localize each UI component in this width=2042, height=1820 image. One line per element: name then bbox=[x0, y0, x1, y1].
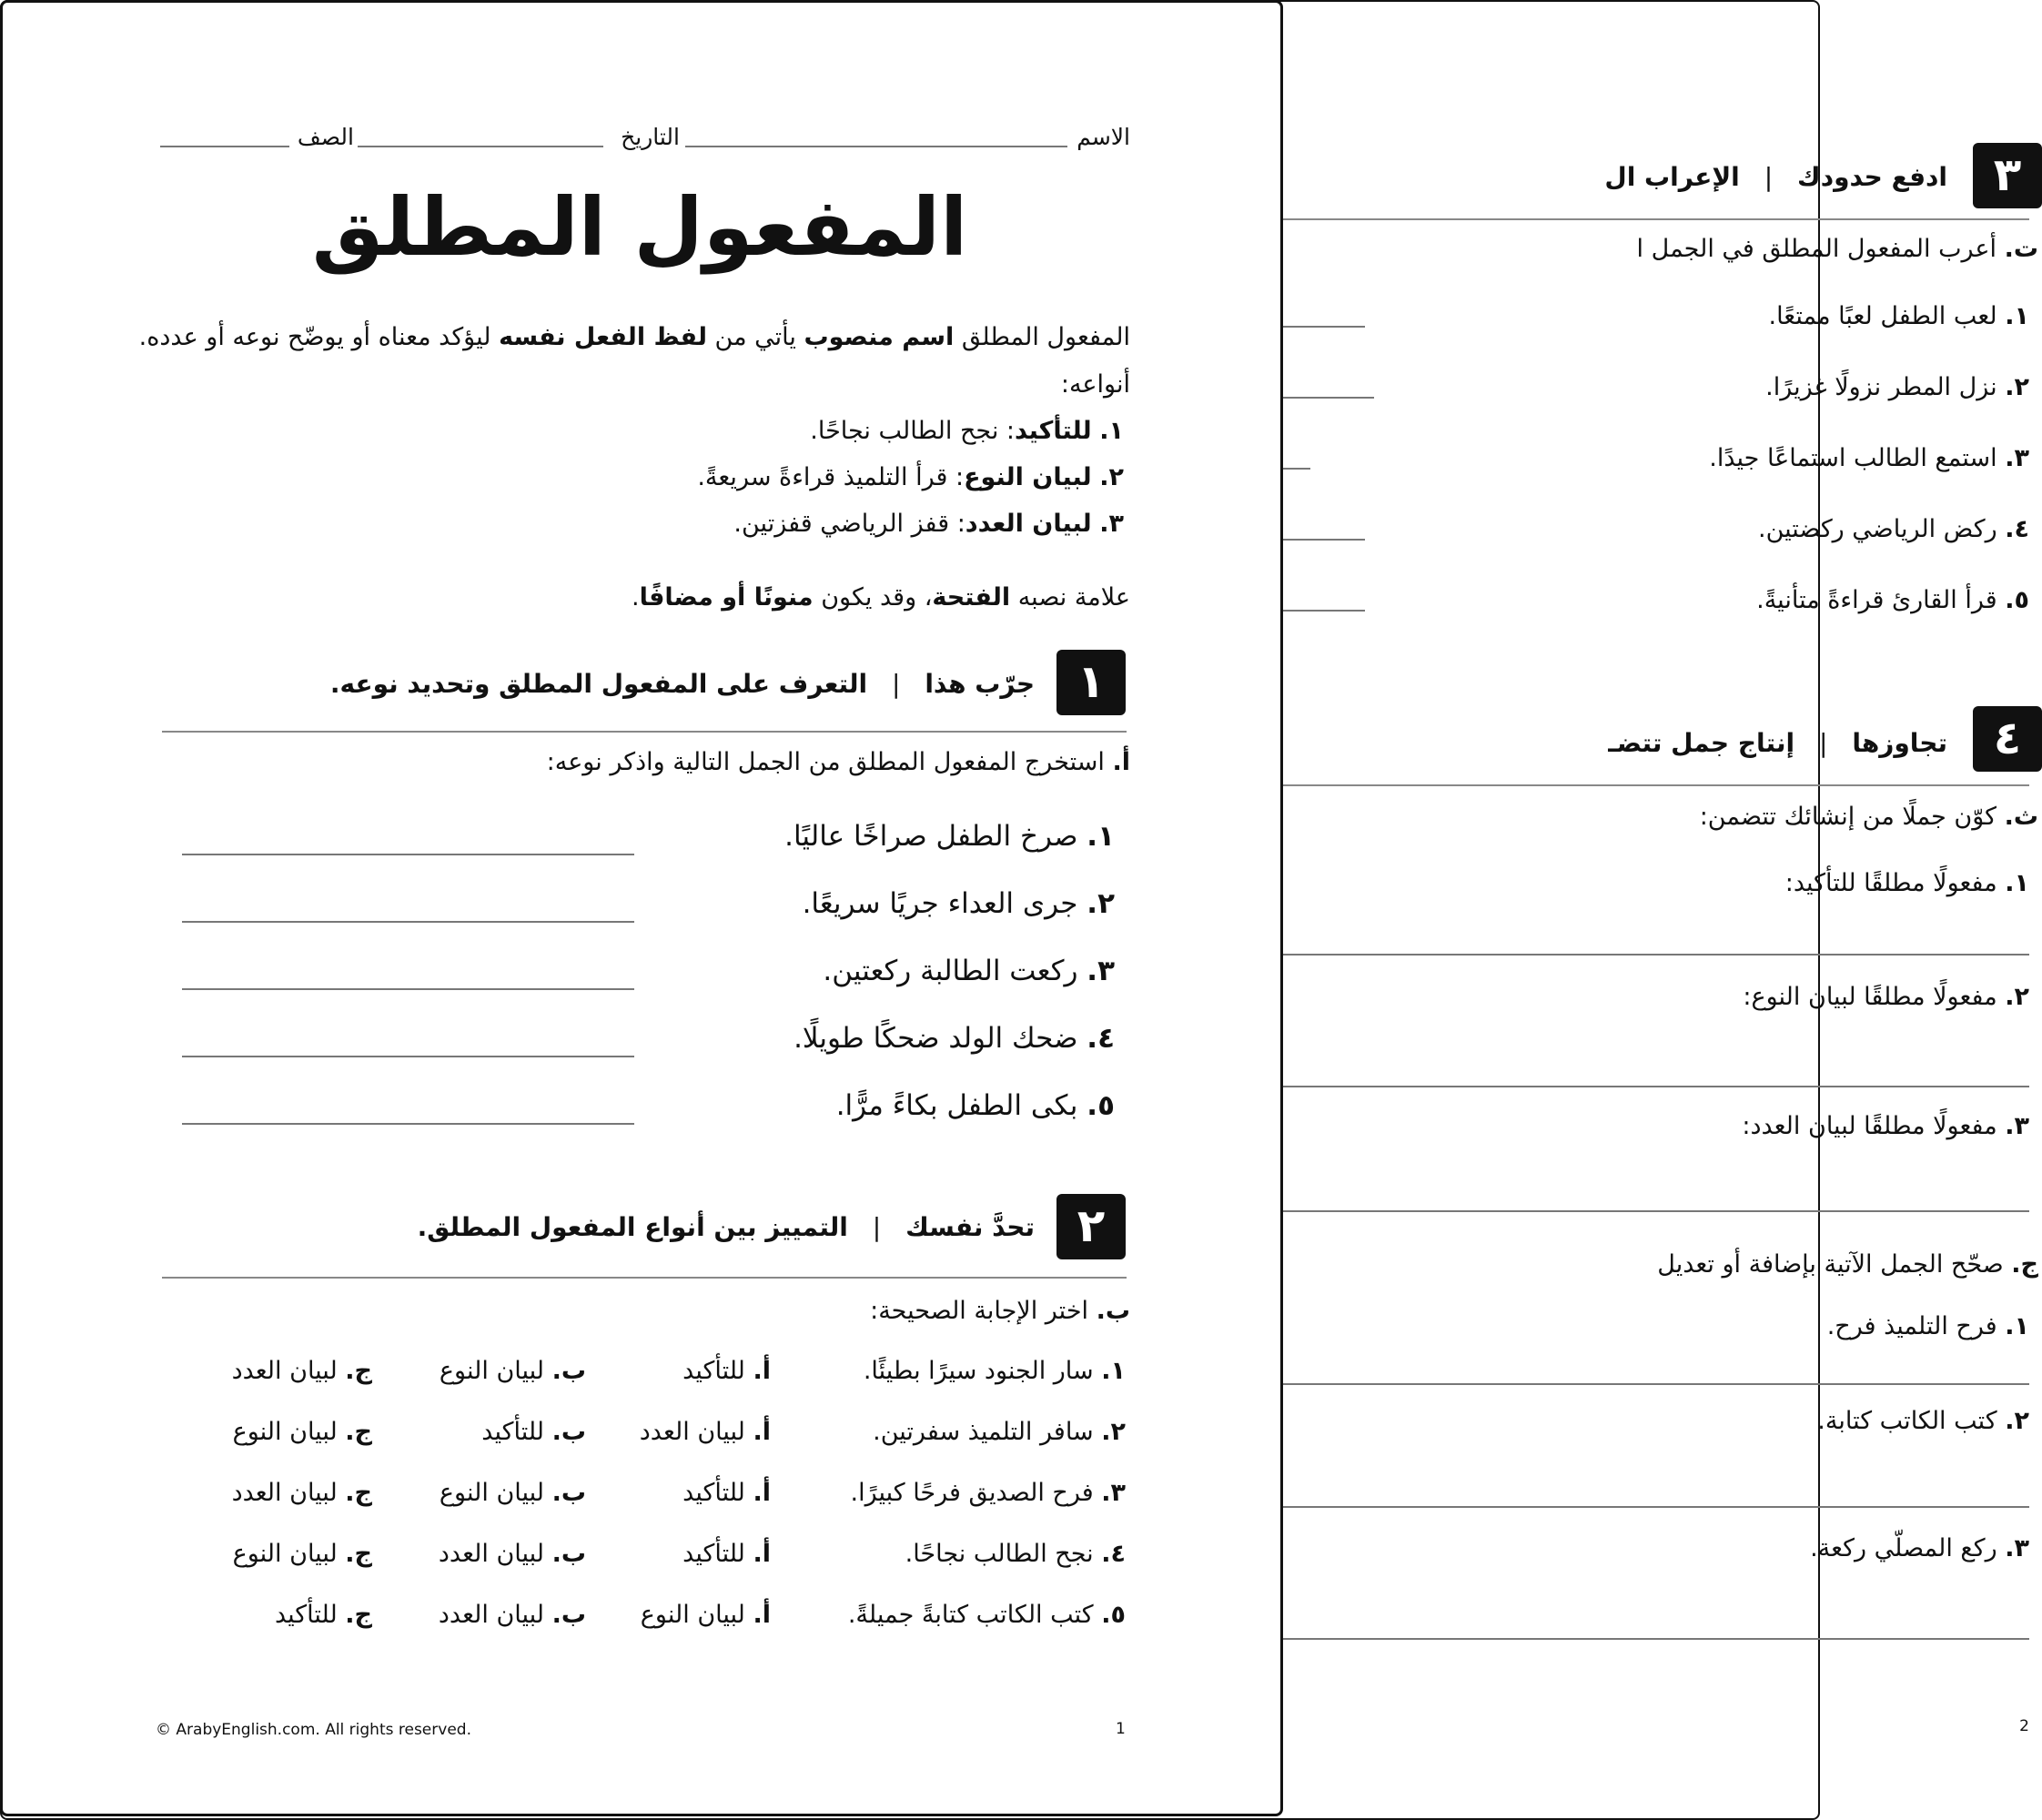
question-text: ركعت الطالبة ركعتين. bbox=[823, 955, 1087, 987]
question-number: ٥. bbox=[1087, 1089, 1115, 1122]
question-number: ٢. bbox=[1087, 887, 1115, 920]
item-text: استمع الطالب استماعًا جيدًا. bbox=[1709, 444, 2006, 472]
class-field[interactable] bbox=[160, 146, 289, 147]
section2-topic: التمييز بين أنواع المفعول المطلق. bbox=[417, 1212, 848, 1242]
item-text: فرح التلميذ فرح. bbox=[1826, 1312, 2006, 1340]
section3-number: ٣ bbox=[1993, 148, 2022, 201]
item-number: ٣. bbox=[2005, 1534, 2029, 1562]
option-text: لبيان النوع bbox=[439, 1479, 545, 1507]
types-label: أنواعه: bbox=[1060, 370, 1130, 399]
type-item bbox=[810, 417, 1124, 445]
section3-number-badge bbox=[1973, 143, 2042, 208]
section3-topic: الإعراب ال bbox=[1604, 162, 1740, 192]
section4-instruction2-text: صحّح الجمل الآتية بإضافة أو تعديل bbox=[1657, 1250, 2012, 1279]
instruction-text: استخرج المفعول المطلق من الجمل التالية واذكر نوعه: bbox=[546, 748, 1113, 776]
section4-separator: | bbox=[1818, 728, 1828, 758]
option-text: لبيان العدد bbox=[438, 1601, 545, 1629]
item-text: قرأ القارئ قراءةً متأنيةً. bbox=[1756, 586, 2006, 614]
list-item bbox=[1768, 302, 2029, 330]
item-number: ١. bbox=[2005, 302, 2029, 330]
page-2 bbox=[1279, 0, 2038, 1820]
list-item bbox=[1756, 586, 2029, 614]
question-text: صرخ الطفل صراخًا عاليًا. bbox=[784, 820, 1087, 853]
option-text: لبيان النوع bbox=[232, 1540, 338, 1568]
sign-bold: الفتحة bbox=[932, 583, 1011, 612]
date-field[interactable] bbox=[358, 146, 603, 147]
option-text: للتأكيد bbox=[682, 1357, 745, 1385]
copyright: © ArabyEnglish.com. All rights reserved. bbox=[156, 1721, 471, 1739]
option-letter: أ. bbox=[753, 1601, 771, 1629]
section2-level: تحدَّ نفسك bbox=[905, 1212, 1035, 1242]
class-label: الصف bbox=[297, 124, 354, 150]
option-text: للتأكيد bbox=[682, 1479, 745, 1507]
option-letter: ج. bbox=[345, 1357, 372, 1385]
list-item bbox=[1817, 1407, 2029, 1435]
section1-number: ١ bbox=[1077, 655, 1106, 708]
question-item bbox=[784, 820, 1115, 853]
question-text: فرح الصديق فرحًا كبيرًا. bbox=[850, 1479, 1102, 1507]
section2-instruction bbox=[870, 1297, 1130, 1325]
question-item bbox=[823, 955, 1115, 987]
option-letter: ب. bbox=[551, 1601, 586, 1629]
answer-line[interactable] bbox=[182, 1056, 634, 1057]
mc-question bbox=[850, 1479, 1126, 1507]
option-text: لبيان النوع bbox=[232, 1418, 338, 1446]
page-title: المفعول المطلق bbox=[311, 180, 968, 274]
section3-level: ادفع حدودك bbox=[1797, 162, 1947, 192]
question-number: ٣. bbox=[1101, 1479, 1126, 1507]
section4-level: تجاوزها bbox=[1852, 728, 1947, 758]
section4-instruction2-letter: ج. bbox=[2011, 1250, 2038, 1279]
item-text: كتب الكاتب كتابة. bbox=[1817, 1407, 2006, 1435]
section3-instruction-text: أعرب المفعول المطلق في الجمل ا bbox=[1636, 235, 2005, 263]
section2-rule bbox=[162, 1277, 1127, 1279]
option-text: للتأكيد bbox=[481, 1418, 545, 1446]
option-text: لبيان النوع bbox=[640, 1601, 745, 1629]
item-number: ٣. bbox=[2005, 444, 2029, 472]
mc-question bbox=[864, 1357, 1126, 1385]
section1-number-badge bbox=[1056, 650, 1126, 715]
option-text: لبيان النوع bbox=[439, 1357, 545, 1385]
mc-option-b[interactable] bbox=[481, 1418, 586, 1446]
section1-level: جرّب هذا bbox=[925, 669, 1035, 699]
type-name: لبيان النوع bbox=[964, 463, 1092, 491]
list-item bbox=[1743, 983, 2029, 1011]
question-text: كتب الكاتب كتابةً جميلةً. bbox=[847, 1601, 1102, 1629]
type-number: ٢. bbox=[1099, 463, 1124, 491]
section1-title bbox=[330, 669, 1035, 699]
section3-instruction bbox=[1637, 235, 2038, 263]
section3-instruction-letter: ت. bbox=[2004, 235, 2038, 263]
item-number: ٢. bbox=[2005, 373, 2029, 401]
item-text: مفعولًا مطلقًا للتأكيد: bbox=[1784, 869, 2006, 897]
mc-question bbox=[873, 1418, 1126, 1446]
intro-definition bbox=[139, 323, 1130, 351]
section1-rule bbox=[162, 731, 1127, 733]
item-number: ٥. bbox=[2005, 586, 2029, 614]
type-example: : قرأ التلميذ قراءةً سريعةً. bbox=[697, 463, 965, 491]
option-letter: أ. bbox=[753, 1540, 771, 1568]
type-example: : قفز الرياضي قفزتين. bbox=[733, 510, 965, 538]
type-number: ١. bbox=[1099, 417, 1124, 445]
mc-option-a[interactable] bbox=[641, 1601, 771, 1629]
mc-option-a[interactable] bbox=[682, 1479, 771, 1507]
question-text: نجح الطالب نجاحًا. bbox=[905, 1540, 1102, 1568]
section1-instruction bbox=[547, 748, 1130, 776]
mc-question bbox=[905, 1540, 1126, 1568]
question-number: ١. bbox=[1087, 820, 1115, 853]
instruction-letter: أ. bbox=[1112, 748, 1130, 776]
question-number: ٢. bbox=[1101, 1418, 1126, 1446]
question-item bbox=[803, 887, 1115, 920]
mc-option-c[interactable] bbox=[275, 1601, 372, 1629]
section4-title bbox=[1608, 728, 1947, 758]
question-text: بكى الطفل بكاءً مرًّا. bbox=[835, 1089, 1087, 1122]
answer-line[interactable] bbox=[182, 988, 634, 990]
section2-separator: | bbox=[872, 1212, 882, 1242]
option-letter: ج. bbox=[345, 1540, 372, 1568]
item-text: مفعولًا مطلقًا لبيان العدد: bbox=[1742, 1112, 2006, 1140]
mc-option-a[interactable] bbox=[682, 1540, 771, 1568]
section4-number-badge bbox=[1973, 706, 2042, 772]
option-letter: أ. bbox=[753, 1357, 771, 1385]
type-example: : نجح الطالب نجاحًا. bbox=[810, 417, 1016, 445]
name-field[interactable] bbox=[685, 146, 1067, 147]
question-text: سافر التلميذ سفرتين. bbox=[873, 1418, 1102, 1446]
question-number: ٥. bbox=[1101, 1601, 1126, 1629]
item-text: مفعولًا مطلقًا لبيان النوع: bbox=[1743, 983, 2006, 1011]
option-letter: أ. bbox=[753, 1479, 771, 1507]
item-number: ٤. bbox=[2005, 515, 2029, 543]
intro-bold: اسم منصوب bbox=[804, 323, 955, 351]
type-item bbox=[733, 510, 1124, 538]
mc-option-a[interactable] bbox=[640, 1418, 771, 1446]
mc-option-b[interactable] bbox=[440, 1357, 586, 1385]
name-label: الاسم bbox=[1077, 124, 1130, 150]
item-text: نزل المطر نزولًا غزيرًا. bbox=[1765, 373, 2006, 401]
question-number: ٤. bbox=[1101, 1540, 1126, 1568]
mc-option-c[interactable] bbox=[232, 1357, 372, 1385]
page-number: 2 bbox=[2019, 1717, 2029, 1735]
question-number: ٤. bbox=[1087, 1022, 1115, 1055]
question-text: سار الجنود سيرًا بطيئًا. bbox=[863, 1357, 1102, 1385]
mc-option-b[interactable] bbox=[440, 1479, 586, 1507]
mc-option-c[interactable] bbox=[233, 1418, 372, 1446]
section2-number-badge bbox=[1056, 1194, 1126, 1259]
sign-text: ، وقد يكون bbox=[813, 583, 933, 612]
list-item bbox=[1742, 1112, 2029, 1140]
intro-sign bbox=[632, 583, 1130, 612]
section4-topic: إنتاج جمل تتضـ bbox=[1608, 728, 1795, 758]
section4-instruction-letter: ث. bbox=[2004, 803, 2038, 831]
section4-instruction-2 bbox=[1657, 1250, 2038, 1279]
section3-title bbox=[1604, 162, 1947, 192]
option-letter: ب. bbox=[551, 1540, 586, 1568]
option-text: لبيان العدد bbox=[231, 1479, 338, 1507]
item-number: ٢. bbox=[2005, 1407, 2029, 1435]
mc-option-c[interactable] bbox=[232, 1479, 372, 1507]
mc-option-a[interactable] bbox=[682, 1357, 771, 1385]
option-letter: ب. bbox=[551, 1418, 586, 1446]
section1-separator: | bbox=[891, 669, 901, 699]
section4-instruction bbox=[1700, 803, 2038, 831]
answer-line[interactable] bbox=[182, 921, 634, 923]
instruction-text: اختر الإجابة الصحيحة: bbox=[870, 1297, 1097, 1325]
option-letter: ب. bbox=[551, 1479, 586, 1507]
list-item bbox=[1810, 1534, 2029, 1562]
list-item bbox=[1827, 1312, 2029, 1340]
option-text: لبيان العدد bbox=[438, 1540, 545, 1568]
option-letter: أ. bbox=[753, 1418, 771, 1446]
section4-instruction-text: كوّن جملًا من إنشائك تتضمن: bbox=[1699, 803, 2005, 831]
mc-option-b[interactable] bbox=[439, 1601, 586, 1629]
mc-question bbox=[848, 1601, 1126, 1629]
sign-bold: منونًا أو مضافًا bbox=[639, 583, 814, 612]
item-text: لعب الطفل لعبًا ممتعًا. bbox=[1768, 302, 2006, 330]
option-letter: ج. bbox=[345, 1418, 372, 1446]
section3-separator: | bbox=[1764, 162, 1774, 192]
question-text: ضحك الولد ضحكًا طويلًا. bbox=[794, 1022, 1087, 1055]
item-text: ركض الرياضي ركضتين. bbox=[1757, 515, 2006, 543]
answer-line[interactable] bbox=[182, 854, 634, 855]
mc-option-b[interactable] bbox=[439, 1540, 586, 1568]
page-number: 1 bbox=[1116, 1720, 1126, 1738]
intro-text: ليؤكد معناه أو يوضّح نوعه أو عدده. bbox=[138, 323, 500, 351]
intro-bold: لفظ الفعل نفسه bbox=[499, 323, 707, 351]
option-letter: ب. bbox=[551, 1357, 586, 1385]
option-text: للتأكيد bbox=[274, 1601, 338, 1629]
sign-text: علامة نصبه bbox=[1010, 583, 1130, 612]
item-number: ١. bbox=[2005, 869, 2029, 897]
section2-title bbox=[418, 1212, 1035, 1242]
question-item bbox=[794, 1022, 1115, 1055]
section4-number: ٤ bbox=[1993, 712, 2022, 764]
answer-line[interactable] bbox=[182, 1123, 634, 1125]
option-text: لبيان العدد bbox=[639, 1418, 745, 1446]
intro-text: المفعول المطلق bbox=[954, 323, 1130, 351]
list-item bbox=[1758, 515, 2029, 543]
item-text: ركع المصلّي ركعة. bbox=[1810, 1534, 2006, 1562]
date-label: التاريخ bbox=[621, 124, 680, 150]
option-letter: ج. bbox=[345, 1601, 372, 1629]
item-number: ٢. bbox=[2005, 983, 2029, 1011]
intro-text: يأتي من bbox=[706, 323, 804, 351]
question-text: جرى العداء جريًا سريعًا. bbox=[802, 887, 1087, 920]
type-number: ٣. bbox=[1099, 510, 1124, 538]
mc-option-c[interactable] bbox=[233, 1540, 372, 1568]
question-number: ٣. bbox=[1087, 955, 1115, 987]
question-item bbox=[836, 1089, 1115, 1122]
type-name: للتأكيد bbox=[1015, 417, 1092, 445]
section1-topic: التعرف على المفعول المطلق وتحديد نوعه. bbox=[329, 669, 868, 699]
type-name: لبيان العدد bbox=[965, 510, 1092, 538]
question-number: ١. bbox=[1101, 1357, 1126, 1385]
item-number: ٣. bbox=[2005, 1112, 2029, 1140]
section2-number: ٢ bbox=[1077, 1199, 1106, 1252]
type-item bbox=[697, 463, 1124, 491]
list-item bbox=[1709, 444, 2029, 472]
list-item bbox=[1765, 373, 2029, 401]
list-item bbox=[1785, 869, 2029, 897]
option-text: لبيان العدد bbox=[231, 1357, 338, 1385]
instruction-letter: ب. bbox=[1096, 1297, 1130, 1325]
item-number: ١. bbox=[2005, 1312, 2029, 1340]
option-text: للتأكيد bbox=[682, 1540, 745, 1568]
option-letter: ج. bbox=[345, 1479, 372, 1507]
sign-text: . bbox=[631, 583, 640, 612]
